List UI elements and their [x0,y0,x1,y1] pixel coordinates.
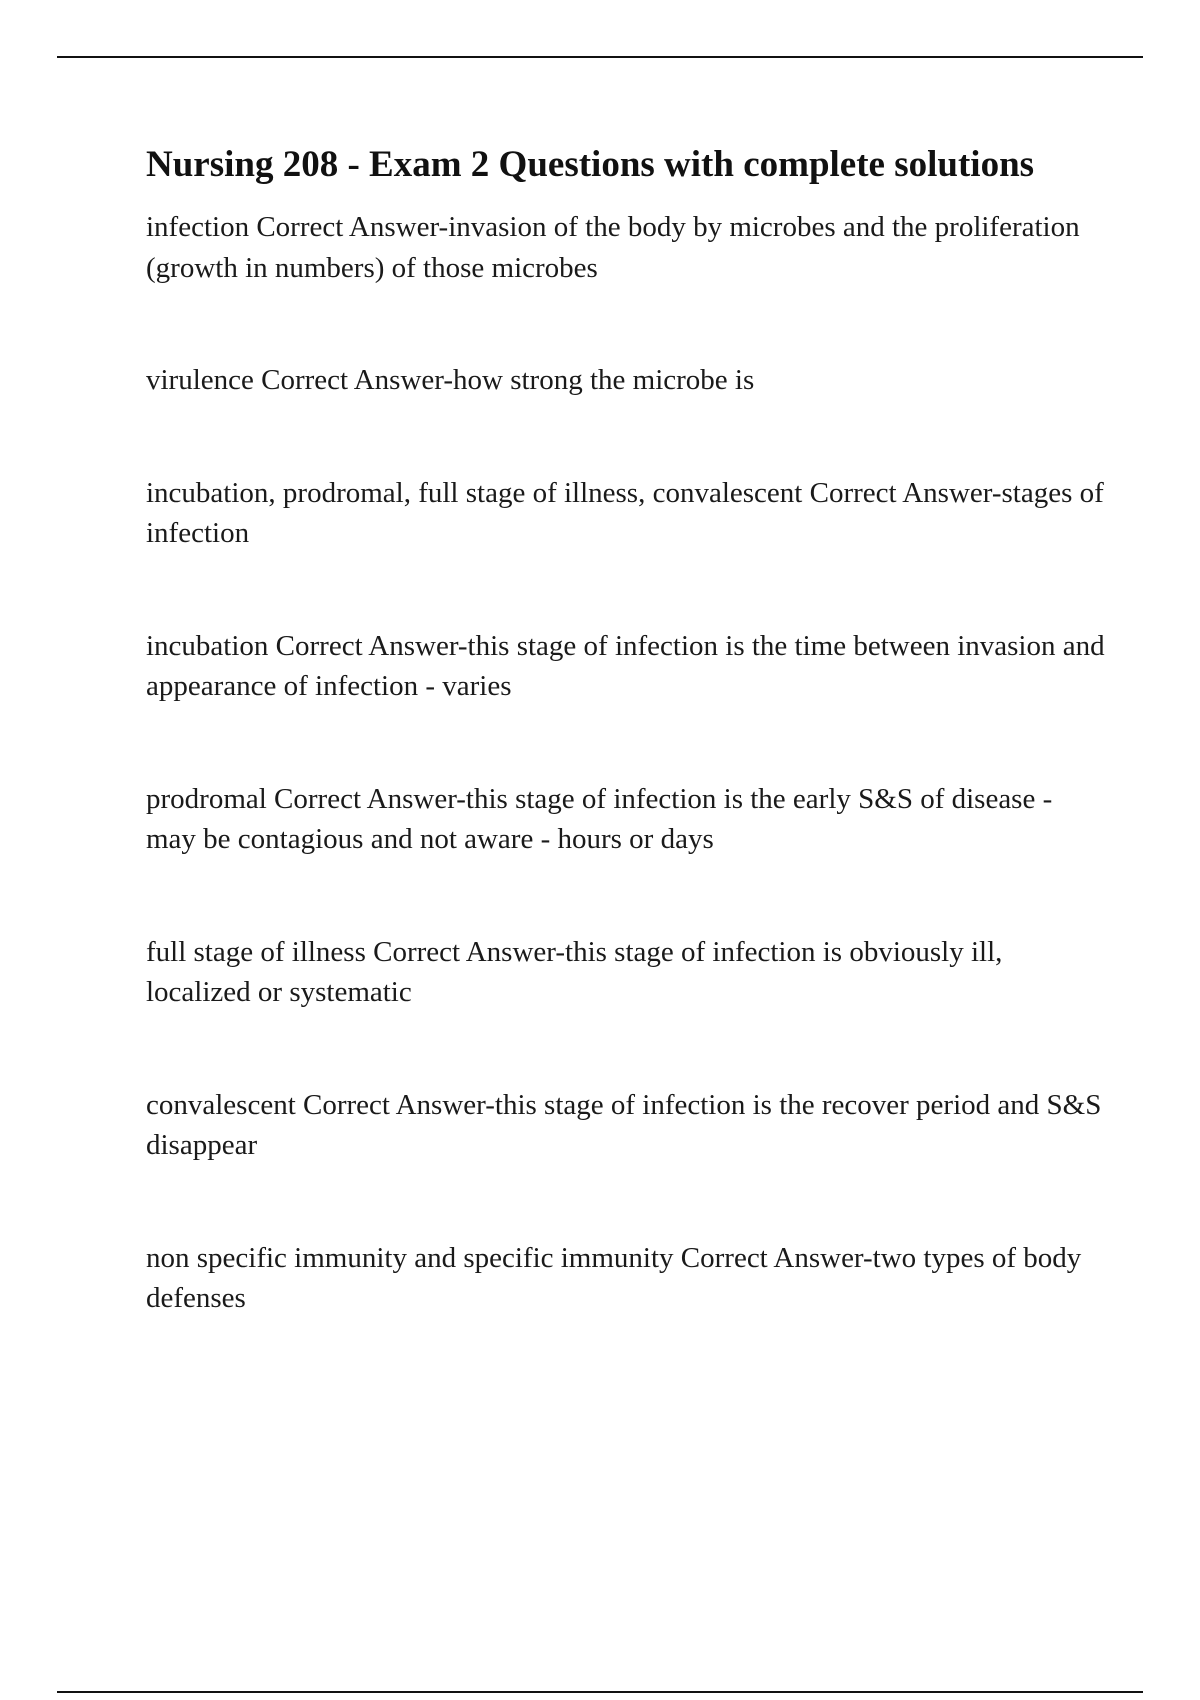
qa-list [146,207,1106,1319]
qa-item-stages-of-infection: incubation, prodromal, full stage of illness, convalescent Correct Answer-stages of infection [146,476,1104,549]
qa-item-virulence: virulence Correct Answer-how strong the microbe is [146,364,755,396]
document-body [146,140,1106,1391]
qa-item-convalescent: convalescent Correct Answer-this stage of infection is the recover period and S&S disappear [146,1088,1102,1161]
qa-item-full-stage-of-illness: full stage of illness Correct Answer-this stage of infection is obviously ill, localized or systematic [146,935,1003,1008]
footer-rule [57,1691,1143,1693]
header-rule [57,56,1143,58]
document-title: Nursing 208 - Exam 2 Questions with complete solutions [146,144,1035,185]
qa-item-infection: infection Correct Answer-invasion of the body by microbes and the proliferation (growth in numbers) of those microbes [146,211,1080,284]
qa-item-incubation: incubation Correct Answer-this stage of infection is the time between invasion and appearance of infection - varies [146,629,1105,702]
qa-item-prodromal: prodromal Correct Answer-this stage of infection is the early S&S of disease - may be contagious and not aware - hours or days [146,782,1053,855]
qa-item-body-defenses: non specific immunity and specific immunity Correct Answer-two types of body defenses [146,1241,1082,1314]
